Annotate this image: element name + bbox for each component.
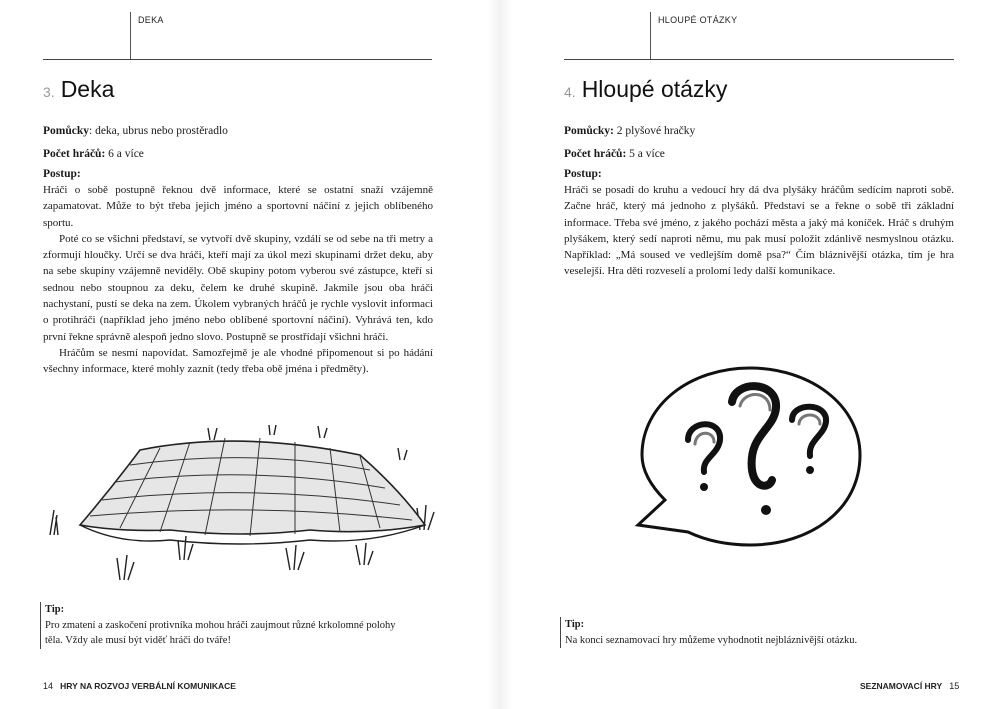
header-divider-tick bbox=[650, 12, 651, 60]
paragraph: Hráči o sobě postupně řeknou dvě informace, které se ostatní snaží vzájemně zapamatovat. Může to být třeba jejich jméno a sportovní náčiní z jejich oblíbeného sportu. bbox=[43, 184, 433, 229]
pocet-label: Počet hráčů: bbox=[564, 148, 627, 160]
header-divider-tick bbox=[130, 12, 131, 60]
page-number: 14 bbox=[43, 681, 54, 691]
tip-label: Tip: bbox=[45, 604, 65, 615]
tip-label: Tip: bbox=[565, 619, 585, 630]
chapter-title: Hloupé otázky bbox=[581, 76, 728, 102]
pocet-label: Počet hráčů: bbox=[43, 148, 106, 160]
left-postup bbox=[43, 166, 433, 378]
left-footer bbox=[43, 681, 236, 691]
chapter-number: 3. bbox=[43, 84, 55, 100]
right-pocet-hracu bbox=[564, 147, 665, 162]
pomucky-label: Pomůcky: bbox=[564, 125, 614, 137]
postup-label: Postup: bbox=[564, 168, 602, 180]
tip-text: Pro zmatení a zaskočení protivníka mohou hráči zaujmout různé krkolomné polohy těla. Vždy ale musí být viděť hráči do tváře! bbox=[45, 619, 396, 646]
left-tip bbox=[40, 602, 405, 649]
paragraph: Poté co se všichni představí, se vytvoří dvě skupiny, vzdálí se od sebe na tři metry a zformují hloučky. Určí se dva hráči, kteří mají za úkol mezi skupinami držet deku, aby na sebe skupiny vzájemně neviděly. Obě skupiny potom vyberou své zástupce, kteří si sednou nebo stoupnou za deku, čelem ke druhé skupině. Jakmile jsou oba hráči nachystaní, pustí se deka na zem. Úkolem vybraných hráčů je rychle vyslovit informaci o protihráči (například jeho jméno nebo oblíbené sportovní náčiní). Vyhrává ten, kdo první řekne správně alespoň jedno slovo. Postupně se prostřídají všichni hráči. bbox=[43, 232, 433, 343]
right-pomucky bbox=[564, 124, 695, 139]
right-chapter-heading bbox=[564, 76, 727, 103]
left-pomucky bbox=[43, 124, 228, 139]
right-footer bbox=[860, 681, 959, 691]
right-tip bbox=[560, 617, 955, 648]
pomucky-value: : deka, ubrus nebo prostěradlo bbox=[89, 125, 228, 137]
paragraph: Hráči se posadí do kruhu a vedoucí hry dá dva plyšáky hráčům sedícím naproti sobě. Začne hráč, který má jednoho z plyšáků. Představí se a řekne o sobě tři základní informace. Třeba své jméno, z jakého pochází města a jaký má koníček. Hráč s druhým plyšákem, který sedí naproti němu, mu pak musí položit zdánlivě nesmyslnou otázku. Například: „Má soused ve vedlejším domě psa?“ Čím bláznivější otázka, tím je hra veselejší. Hra děti rozveselí a prolomí ledy další komunikace. bbox=[564, 184, 954, 278]
right-postup bbox=[564, 166, 954, 280]
pomucky-label: Pomůcky bbox=[43, 125, 89, 137]
paragraph: Hráčům se nesmí napovídat. Samozřejmě je ale vhodné připomenout si po hádání všechny informace, které mohly zaznít (tedy třeba obě jména i předměty). bbox=[43, 346, 433, 376]
left-running-header: DEKA bbox=[138, 15, 164, 25]
page-number: 15 bbox=[949, 681, 960, 691]
left-pocet-hracu bbox=[43, 147, 144, 162]
question-bubble-icon bbox=[630, 360, 870, 560]
footer-title: SEZNAMOVACÍ HRY bbox=[860, 681, 943, 691]
tip-text: Na konci seznamovací hry můžeme vyhodnotit nejbláznivější otázku. bbox=[565, 634, 858, 646]
chapter-title: Deka bbox=[60, 76, 115, 102]
left-header-rule bbox=[43, 59, 432, 60]
pocet-value: 5 a více bbox=[626, 148, 665, 160]
footer-title: HRY NA ROZVOJ VERBÁLNÍ KOMUNIKACE bbox=[60, 681, 236, 691]
book-spine-shadow bbox=[488, 0, 512, 709]
pomucky-value: 2 plyšové hračky bbox=[613, 125, 696, 137]
right-header-rule bbox=[564, 59, 954, 60]
blanket-icon bbox=[40, 420, 440, 590]
right-running-header: HLOUPÉ OTÁZKY bbox=[658, 15, 738, 25]
left-chapter-heading bbox=[43, 76, 114, 103]
pocet-value: 6 a více bbox=[105, 148, 144, 160]
chapter-number: 4. bbox=[564, 84, 576, 100]
postup-label: Postup: bbox=[43, 168, 81, 180]
